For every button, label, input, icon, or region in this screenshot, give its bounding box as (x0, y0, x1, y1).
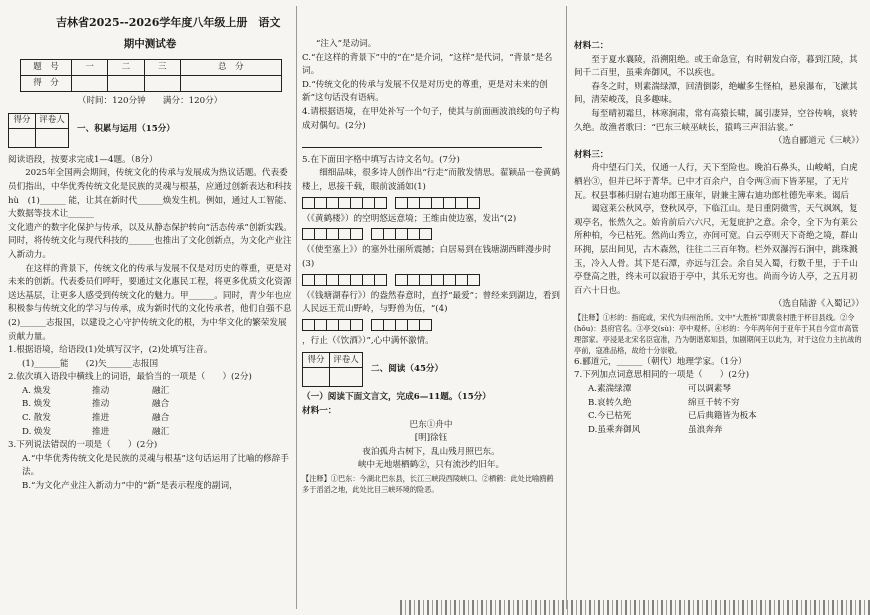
passage-p2: 文化遗产的数字化保护与传承，以及从静态保护转向“活态传承”创新实践。同时，将传统文化与现代科技的______也推出了文化创新点，为文化产业注入新动力。 (8, 222, 292, 260)
material2-p2: 春冬之时，则素湍绿潭，回清倒影，绝𪩘多生怪柏，悬泉瀑布，飞漱其间，清荣峻茂，良多趣味。 (574, 81, 858, 106)
q3-cont: “注入”是动词。 (316, 39, 377, 49)
option[interactable]: B. 焕发 (22, 399, 51, 410)
q5-grid-2[interactable] (302, 228, 560, 242)
q5-text-3: （《使至塞上》）的塞外壮丽所震撼；白居易到在钱塘湖西畔漫步时(3) (302, 245, 552, 269)
q7: 7.下列加点词意思相同的一项是（ ）(2分) (574, 370, 750, 381)
score-table (20, 59, 282, 92)
option-word: 融合 (152, 413, 170, 424)
option-word: 推动 (92, 385, 110, 396)
q5-text-4: （《钱塘湖春行》）的盎然春意时，直抒“最爱”；曾经来到湖边，看到人民远王荒山野岭，与野兽为伍，“(4) (302, 290, 560, 315)
option[interactable]: C. 散发 (22, 413, 51, 424)
q2-options (8, 385, 292, 439)
option[interactable]: B.哀转久绝 (588, 397, 632, 408)
q5-grid-4[interactable] (302, 319, 560, 333)
material3-note: 【注释】①杉的：指庭或，宋代为归州治所。文中“大胜桥”即黄泉村胜于杯目县线。②令(hǒu)：县府官名。③亭交(sù)：亭中观杯。④杉的：今年两年何于亚年于其自今宣市高管理部家。亭浸是北宋名臣寇准，乃为朝谐郑知县，加剧期间王以此为，对于这位力主抗战的亭前，寇准品格，故给十分崇敬。 (574, 312, 862, 355)
option[interactable]: A. 焕发 (22, 385, 51, 396)
option-compare: 绵亘千转不穷 (688, 397, 740, 408)
option[interactable]: C.今已枯死 (588, 411, 632, 422)
scorer-box (8, 113, 69, 148)
section1-intro: 阅读语段，按要求完成1—4题。（8分） (8, 154, 158, 165)
option-word: 推进 (92, 426, 110, 437)
passage-p1: 2025年全国两会期间，传统文化的传承与发展成为热议话题。代表委员们指出，中华优秀传统文化是民族的灵魂与根基，应通过创新表达和科技 hù (1)______ 能，让其在新时代______焕发生机。例如，通过人工智能、大数据等技术让______ (8, 168, 292, 220)
option-word: 推进 (92, 413, 110, 424)
option-word: 融合 (152, 399, 170, 410)
scorer-label: 得分 (303, 353, 330, 368)
column-left (8, 0, 292, 615)
poem-line-2: 峡中无地堪栖鹤②，只有流沙约旧年。 (357, 460, 505, 471)
column-divider (566, 6, 567, 609)
score-header: 三 (144, 60, 180, 76)
option-word: 推动 (92, 399, 110, 410)
q6: 6.郦道元，______（朝代）地理学家。（1分） (574, 356, 747, 367)
material1-label: 材料一： (302, 406, 337, 417)
material3-p2: 谒寇莱公秋风亭，登秋风亭，下临江山。是日重阴微雪，天气飒飒，复观亭名，怅然久之。始肯前后六六尺，无复庇护之意。余令，全下为有莱公所种柏，今已枯死。然尚山秀立，亦间可宽。白云亭则天下奇绝之境，群山环拥，层出间见，古木森然，往往二三百年物。栏外双瀑泻石涧中，跳珠溅玉，冷入人骨。其下是石潭，亦远与江会。余自吴入蜀，行数千里，于千山亭登高之胜，终未可以寂语于亭中，其乐无穷也。尚而今访人亭，之五月初百六十日也。 (574, 204, 858, 296)
q3-option-d[interactable]: D.“传统文化的传承与发展不仅是对历史的尊重，更是对未来的创新”这句话没有语病。 (302, 79, 548, 104)
material2-p3: 每至晴初霜旦，林寒涧肃，常有高猿长啸，属引凄异，空谷传响，哀转久绝。故渔者歌曰：“巴东三峡巫峡长，猿鸣三声泪沾裳。” (574, 108, 858, 133)
q2: 2.依次填入语段中横线上的词语，最恰当的一项是（ ）(2分) (8, 372, 252, 383)
scorer-cell[interactable] (330, 368, 363, 387)
score-header: 二 (108, 60, 144, 76)
q5: 5.在下面田字格中填写古诗文名句。(7分) (302, 154, 460, 165)
passage-p3: 在这样的背景下，传统文化的传承与发展不仅是对历史的尊重，更是对未来的创新。代表委员们呼吁，要通过文化惠民工程，将更多优质文化资源送达基层，让更多人感受到传统文化的魅力。甲______。同时，青少年也应积极参与传统文化的学习与传承，成为新时代的文化传承者，他们自强不息(2)______志报国，以建设之心守护传统文化的根，为中华文化的繁荣发展贡献力量。 (8, 263, 292, 342)
column-divider (296, 6, 297, 609)
score-cell[interactable] (108, 76, 144, 92)
q3: 3.下列说法错误的一项是（ ）(2分) (8, 440, 158, 451)
poem-line-1: 夜泊孤舟古树下，乱山残月照巴东。 (362, 446, 500, 457)
q3-option-b[interactable]: B.“为文化产业注入新动力”中的“新”是表示程度的副词， (22, 481, 238, 492)
poem-note: 【注释】①巴东：今湖北巴东县，长江三峡段西陵峡口。②栖鹤：此处比喻鸥鹤多于滔滔之地，此处比目三峡环境的险恶。 (302, 474, 554, 495)
option[interactable]: D. 焕发 (22, 426, 52, 437)
exam-subtitle: 期中测试卷 (123, 37, 177, 50)
material3-p1: 舟中望石门关，仅通一人行，天下至险也。晚泊石鼻头，山峻峭，白虎栖岩③，但并已坏于菁华。已中才百余户，自令两③而下皆茅屋，了无片瓦。权县事秭归尉右迪功郎王康年，尉兼主簿右迪功郎杜德先率来。谒后 (574, 163, 858, 201)
material2-source: （选自郦道元《三峡》） (773, 136, 864, 147)
q7-options (574, 383, 864, 437)
q1: 1.根据语境，给语段(1)处填写汉字，(2)处填写注音。 (8, 345, 213, 356)
scorer-label: 评卷人 (36, 113, 69, 128)
score-cell[interactable] (72, 76, 108, 92)
q5-text-5: ，行止（《饮酒》）”,心中满怀激情。 (302, 335, 434, 346)
column-right (574, 0, 864, 615)
scorer-cell[interactable] (9, 128, 36, 147)
scorer-cell[interactable] (303, 368, 330, 387)
reading-intro: （一）阅读下面文言文，完成6—11题。（15分） (302, 392, 491, 403)
q5-grid-1[interactable] (302, 197, 560, 211)
material2-label: 材料二： (574, 41, 609, 51)
material3-source: （选自陆游《入蜀记》） (773, 299, 864, 310)
q4: 4.请根据语境，在甲处补写一个句子，使其与前面画波浪线的句子构成对偶句。(2分) (302, 106, 560, 131)
q1-part: (2)矢______志报国 (85, 358, 159, 369)
q1-part: (1)______能 (22, 358, 69, 369)
q4-answer-line[interactable] (302, 133, 542, 148)
poem-title: 巴东①舟中 (409, 419, 453, 430)
material2-p1: 至于夏水襄陵，沿溯阻绝。或王命急宣，有时朝发白帝，暮到江陵，其间千二百里，虽乘奔御风，不以疾也。 (574, 54, 858, 79)
score-cell[interactable] (144, 76, 180, 92)
score-cell[interactable] (180, 76, 281, 92)
option-compare: 可以调素琴 (688, 384, 731, 395)
scorer-label: 得分 (9, 113, 36, 128)
option-word: 融汇 (152, 385, 170, 396)
option-compare: 虽浪奔奔 (688, 424, 723, 435)
scorer-box-2 (302, 352, 363, 387)
q5-text-1: 细细品味，很多诗人创作出“行走”而散发情思。翟颖品一卷黄鹤楼上，思接千载，眼前波涌如(1) (302, 168, 560, 192)
scorer-cell[interactable] (36, 128, 69, 147)
exam-title: 吉林省2025--2026学年度八年级上册 语文 (56, 16, 281, 29)
option-compare: 已后典籍皆为板本 (688, 411, 757, 422)
column-middle (302, 0, 560, 615)
section1-heading: 一、积累与运用（15分） (77, 124, 175, 135)
option[interactable]: D.虽乘奔御风 (588, 424, 641, 435)
time-score: （时间：120分钟 满分：120分） (77, 96, 223, 107)
option-word: 融汇 (152, 426, 170, 437)
score-label: 得 分 (21, 76, 72, 92)
q5-grid-3[interactable] (302, 274, 560, 288)
score-header: 总 分 (180, 60, 281, 76)
poem-author: [明]徐钰 (414, 433, 448, 444)
q5-text-2: （《黄鹤楼》）的空明悠远意境；王维由使边塞，发出“(2) (302, 213, 517, 224)
q3-option-a[interactable]: A.“中华优秀传统文化是民族的灵魂与根基”这句话运用了比喻的修辞手法。 (22, 453, 289, 478)
option[interactable]: A.素湍绿潭 (588, 384, 632, 395)
scorer-label: 评卷人 (330, 353, 363, 368)
section2-heading: 二、阅读（45分） (371, 364, 444, 375)
score-header: 题 号 (21, 60, 72, 76)
q3-option-c[interactable]: C.“在这样的背景下”中的“在”是介词，“这样”是代词，“背景”是名词。 (302, 52, 553, 77)
score-header: 一 (72, 60, 108, 76)
material3-label: 材料三： (574, 149, 609, 160)
